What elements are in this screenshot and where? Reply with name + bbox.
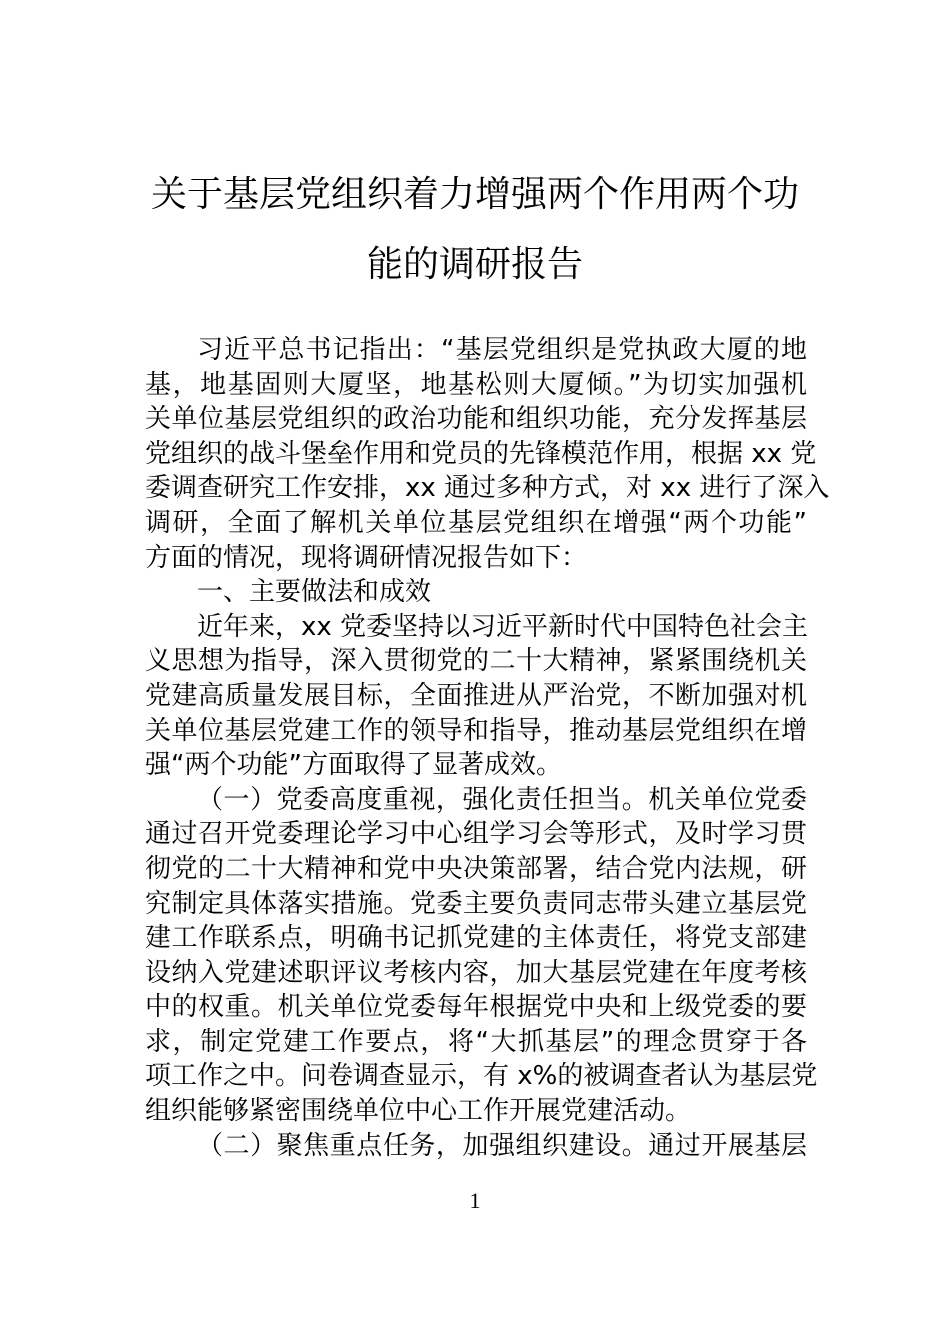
- text-line: 强“两个功能”方面取得了显著成效。: [145, 750, 562, 781]
- text-line: （二）聚焦重点任务，加强组织建设。通过开展基层: [197, 1130, 807, 1161]
- text-line: 究制定具体落实措施。党委主要负责同志带头建立基层党: [145, 888, 807, 919]
- text-line: 党组织的战斗堡垒作用和党员的先锋模范作用，根据 xx 党: [145, 438, 817, 469]
- document-title: [0, 160, 950, 300]
- text-line: 设纳入党建述职评议考核内容，加大基层党建在年度考核: [145, 957, 807, 988]
- text-line: 党建高质量发展目标，全面推进从严治党，不断加强对机: [145, 680, 807, 711]
- title-line: 能的调研报告: [366, 244, 583, 285]
- text-line: 关单位基层党建工作的领导和指导，推动基层党组织在增: [145, 715, 807, 746]
- text-line: 通过召开党委理论学习中心组学习会等形式，及时学习贯: [145, 819, 807, 850]
- text-line: 建工作联系点，明确书记抓党建的主体责任，将党支部建: [145, 923, 807, 954]
- paragraph: [145, 783, 818, 1129]
- paragraph: [145, 333, 830, 575]
- text-line: 习近平总书记指出：“基层党组织是党执政大厦的地: [197, 335, 807, 365]
- page-number: 1: [469, 1188, 481, 1213]
- text-line: 基，地基固则大厦坚，地基松则大厦倾。”为切实加强机: [145, 369, 807, 400]
- text-line: （一）党委高度重视，强化责任担当。机关单位党委: [197, 784, 807, 815]
- text-line: 彻党的二十大精神和党中央决策部署，结合党内法规，研: [145, 853, 807, 884]
- text-line: 关单位基层党组织的政治功能和组织功能，充分发挥基层: [145, 404, 807, 435]
- paragraph: [145, 610, 807, 783]
- text-line: 一、主要做法和成效: [197, 577, 432, 608]
- text-line: 求，制定党建工作要点，将“大抓基层”的理念贯穿于各: [145, 1026, 807, 1057]
- text-line: 近年来，xx 党委坚持以习近平新时代中国特色社会主: [197, 611, 809, 642]
- text-line: 调研，全面了解机关单位基层党组织在增强“两个功能”: [145, 507, 807, 538]
- text-line: 委调查研究工作安排，xx 通过多种方式，对 xx 进行了深入: [145, 473, 830, 504]
- document-body: [145, 333, 830, 1163]
- text-line: 方面的情况，现将调研情况报告如下：: [145, 542, 588, 573]
- paragraph: [145, 1129, 807, 1164]
- title-line: 关于基层党组织着力增强两个作用两个功: [150, 174, 799, 215]
- text-line: 组织能够紧密围绕单位中心工作开展党建活动。: [145, 1096, 692, 1127]
- section-heading: [145, 575, 807, 610]
- text-line: 中的权重。机关单位党委每年根据党中央和上级党委的要: [145, 992, 807, 1023]
- text-line: 项工作之中。问卷调查显示，有 x%的被调查者认为基层党: [145, 1061, 818, 1092]
- text-line: 义思想为指导，深入贯彻党的二十大精神，紧紧围绕机关: [145, 646, 807, 677]
